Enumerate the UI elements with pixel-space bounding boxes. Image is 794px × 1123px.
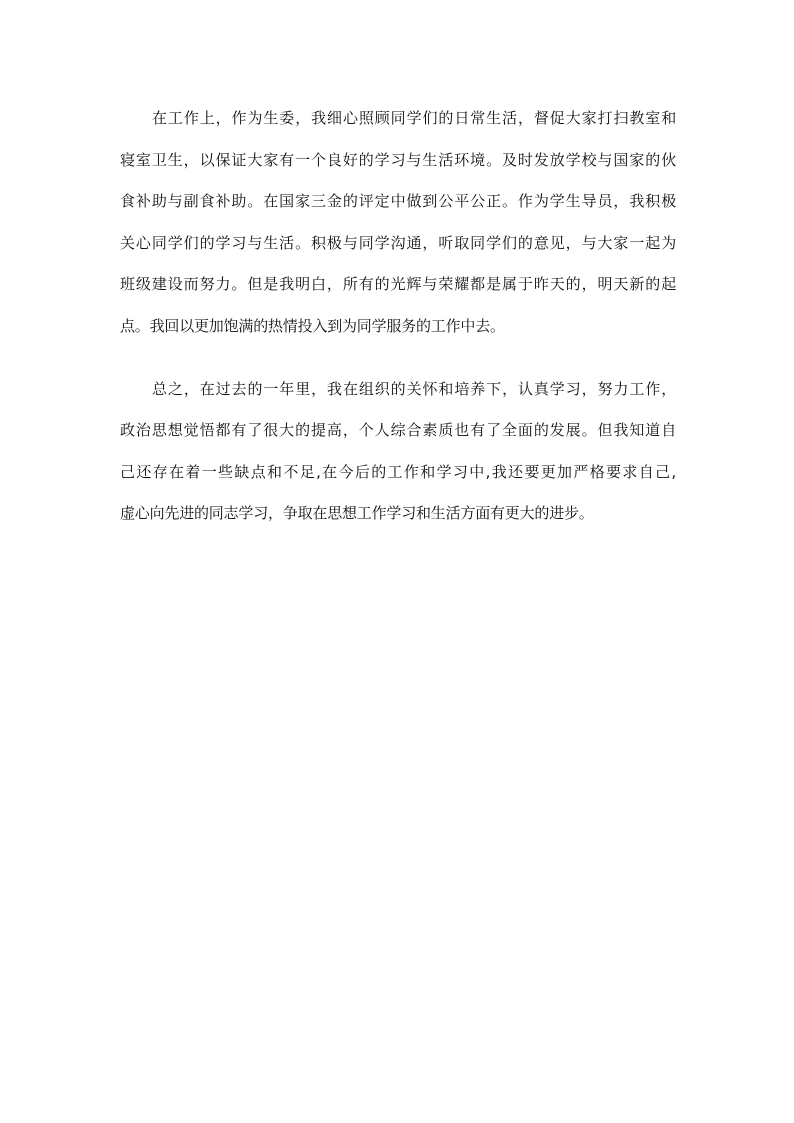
paragraph-line: 在工作上，作为生委，我细心照顾同学们的日常生活，督促大家打扫教室和	[152, 109, 676, 127]
paragraph-line: 食补助与副食补助。在国家三金的评定中做到公平公正。作为学生导员，我积极	[120, 192, 676, 211]
paragraph-line: 寝室卫生，以保证大家有一个良好的学习与生活环境。及时发放学校与国家的伙	[120, 150, 676, 169]
paragraph-line: 政治思想觉悟都有了很大的提高，个人综合素质也有了全面的发展。但我知道自	[120, 421, 676, 440]
document-body	[120, 98, 676, 535]
paragraph-line: 己还存在着一些缺点和不足,在今后的工作和学习中,我还要更加严格要求自己,	[120, 462, 676, 481]
paragraph-line: 总之，在过去的一年里，我在组织的关怀和培养下，认真学习，努力工作，	[152, 379, 676, 398]
paragraph-summary	[120, 369, 676, 535]
paragraph-line: 点。我回以更加饱满的热情投入到为同学服务的工作中去。	[120, 316, 505, 335]
paragraph-work	[120, 98, 676, 348]
paragraph-line: 虚心向先进的同志学习，争取在思想工作学习和生活方面有更大的进步。	[120, 504, 594, 523]
paragraph-line: 关心同学们的学习与生活。积极与同学沟通，听取同学们的意见，与大家一起为	[120, 233, 676, 252]
paragraph-spacer	[120, 348, 676, 369]
paragraph-line: 班级建设而努力。但是我明白，所有的光辉与荣耀都是属于昨天的，明天新的起	[120, 275, 676, 294]
